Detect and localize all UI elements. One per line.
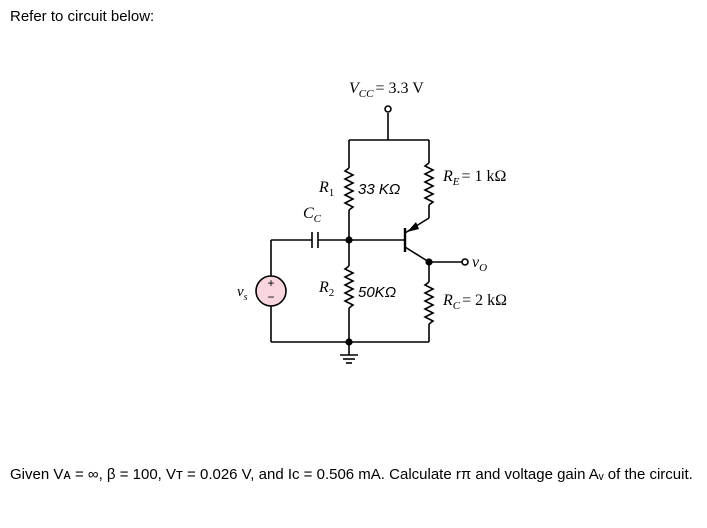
vo-label: $v_O$ xyxy=(472,254,488,274)
given-conditions-text: Given Vᴀ = ∞, β = 100, Vᴛ = 0.026 V, and Ic = 0.506 mA. Calculate rπ and voltage gain Aᵥ of the circuit. xyxy=(10,466,693,483)
r2-symbol: $R_2$ xyxy=(319,279,335,299)
r1-resistor xyxy=(345,168,353,210)
transistor-collector xyxy=(405,247,429,262)
rc-label: $R_C = 2$ kΩ xyxy=(443,292,508,312)
source-plus-sign: + xyxy=(267,276,275,290)
r1-value: 33 KΩ xyxy=(358,181,401,198)
re-label: $R_E = 1$ kΩ xyxy=(443,168,507,188)
emitter-arrow xyxy=(407,222,419,232)
vs-label: $v_s$ xyxy=(237,284,248,303)
re-resistor xyxy=(425,163,433,205)
cc-label: $C_C$ xyxy=(303,205,322,225)
source-minus-sign: − xyxy=(267,290,275,304)
vcc-terminal xyxy=(385,106,391,112)
r2-value: 50KΩ xyxy=(358,284,397,301)
rc-resistor xyxy=(425,282,433,324)
vo-terminal xyxy=(462,259,468,265)
problem-heading: Refer to circuit below: xyxy=(10,8,155,25)
vcc-label: $V_{CC} = 3.3$ V xyxy=(349,80,424,100)
r1-symbol: $R_1$ xyxy=(319,179,335,199)
r2-resistor xyxy=(345,266,353,308)
